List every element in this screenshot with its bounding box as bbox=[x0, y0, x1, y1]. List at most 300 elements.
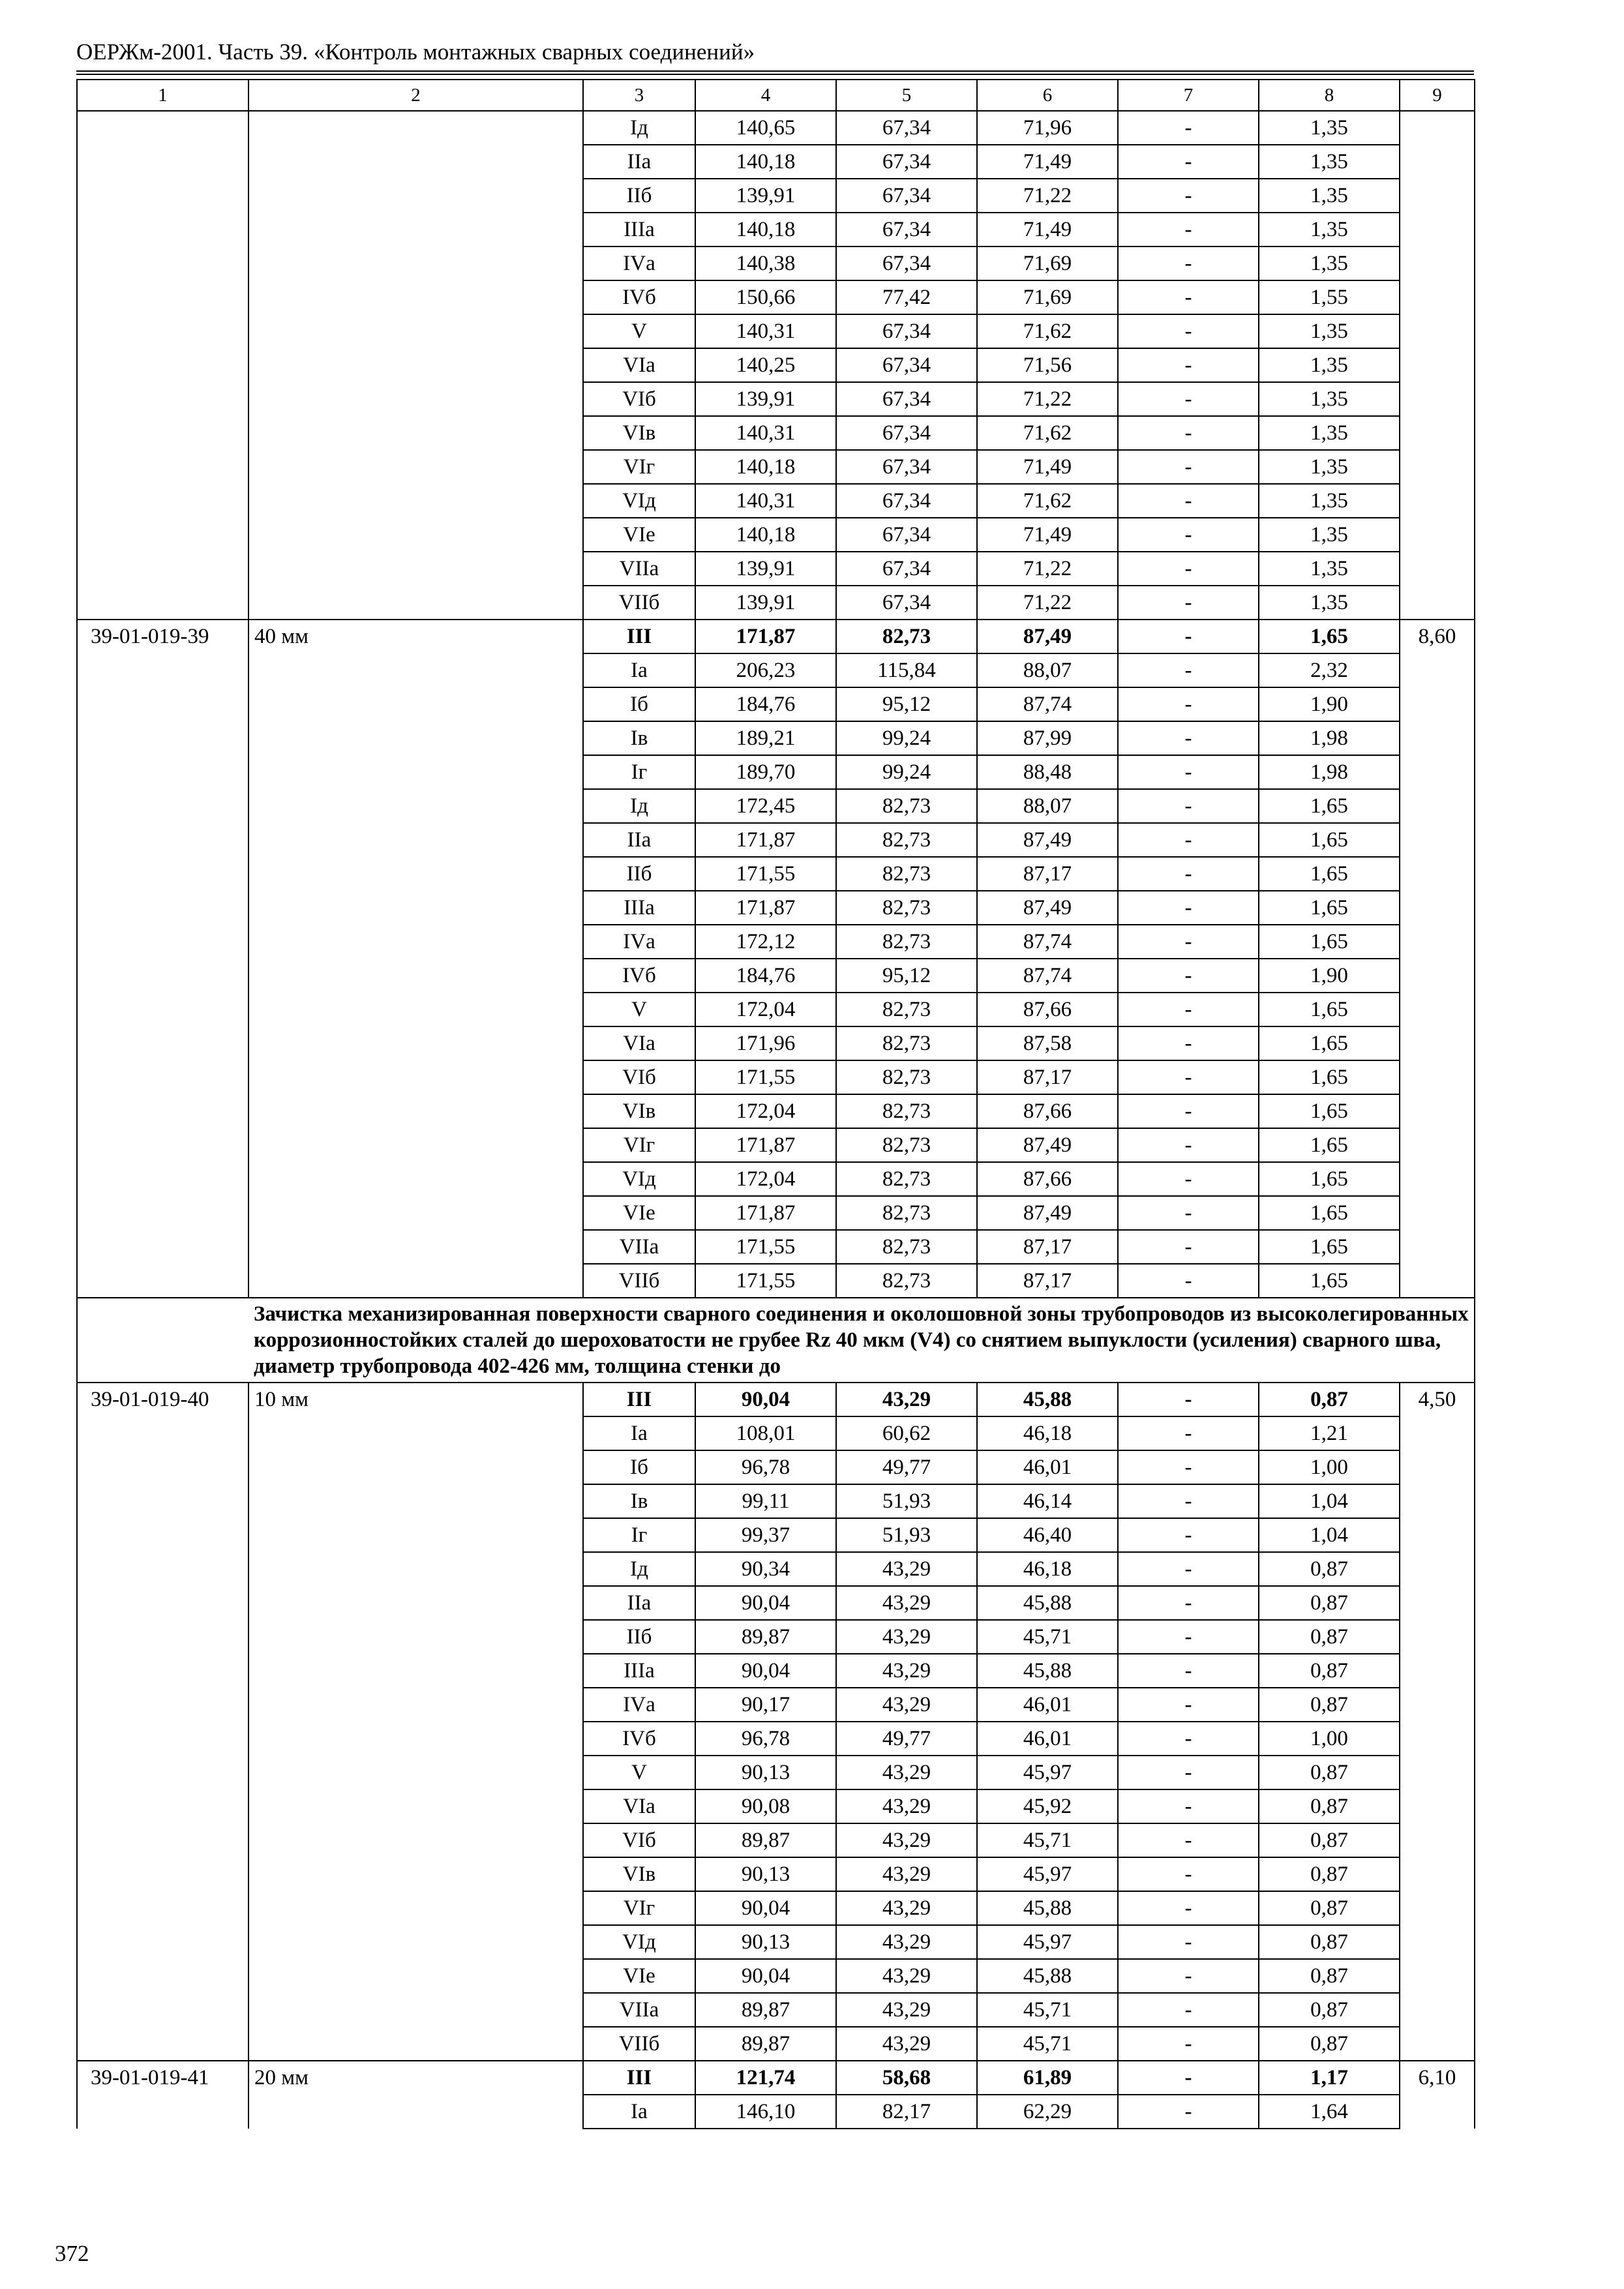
total-cost-cell: 140,18 bbox=[695, 450, 836, 484]
materials-cell: - bbox=[1118, 1060, 1259, 1094]
rate-code-cell bbox=[77, 857, 248, 891]
wall-thickness-cell bbox=[248, 280, 583, 314]
materials-cell: - bbox=[1118, 1128, 1259, 1162]
machine-cost-cell: 46,18 bbox=[977, 1416, 1118, 1450]
labor-cost-cell: 1,65 bbox=[1259, 1128, 1400, 1162]
wages-cell: 43,29 bbox=[836, 2027, 977, 2061]
wages-cell: 43,29 bbox=[836, 1789, 977, 1823]
table-row bbox=[77, 1857, 1475, 1891]
rate-code-cell bbox=[77, 993, 248, 1026]
rate-code-cell bbox=[77, 416, 248, 450]
materials-cell: - bbox=[1118, 450, 1259, 484]
wages-cell: 43,29 bbox=[836, 1383, 977, 1416]
machine-cost-cell: 46,01 bbox=[977, 1722, 1118, 1756]
labor-cost-cell: 0,87 bbox=[1259, 1688, 1400, 1722]
region-cell: VIа bbox=[583, 1026, 695, 1060]
labor-cost-cell: 1,65 bbox=[1259, 1196, 1400, 1230]
labor-hours-cell bbox=[1400, 857, 1475, 891]
rate-code-cell: 39-01-019-40 bbox=[77, 1383, 248, 1416]
labor-hours-cell bbox=[1400, 1518, 1475, 1552]
table-row bbox=[77, 1891, 1475, 1925]
table-row bbox=[77, 484, 1475, 518]
labor-cost-cell: 0,87 bbox=[1259, 1383, 1400, 1416]
labor-cost-cell: 1,65 bbox=[1259, 1026, 1400, 1060]
wall-thickness-cell bbox=[248, 1620, 583, 1654]
wages-cell: 43,29 bbox=[836, 1620, 977, 1654]
region-cell: Iд bbox=[583, 789, 695, 823]
table-row bbox=[77, 2061, 1475, 2095]
wall-thickness-cell bbox=[248, 348, 583, 382]
region-cell: Iв bbox=[583, 1484, 695, 1518]
total-cost-cell: 172,45 bbox=[695, 789, 836, 823]
wall-thickness-cell bbox=[248, 993, 583, 1026]
machine-cost-cell: 45,97 bbox=[977, 1925, 1118, 1959]
labor-hours-cell bbox=[1400, 2095, 1475, 2129]
section-blank-cell bbox=[77, 1298, 248, 1383]
wages-cell: 82,73 bbox=[836, 620, 977, 653]
total-cost-cell: 184,76 bbox=[695, 959, 836, 993]
labor-cost-cell: 1,04 bbox=[1259, 1518, 1400, 1552]
machine-cost-cell: 87,74 bbox=[977, 925, 1118, 959]
materials-cell: - bbox=[1118, 1857, 1259, 1891]
rate-code-cell bbox=[77, 586, 248, 620]
materials-cell: - bbox=[1118, 993, 1259, 1026]
table-row bbox=[77, 925, 1475, 959]
column-number: 1 bbox=[77, 80, 248, 111]
labor-hours-cell bbox=[1400, 1823, 1475, 1857]
table-row bbox=[77, 1552, 1475, 1586]
region-cell: VIе bbox=[583, 1959, 695, 1993]
total-cost-cell: 140,31 bbox=[695, 416, 836, 450]
wall-thickness-cell: 10 мм bbox=[248, 1383, 583, 1416]
table-row bbox=[77, 1993, 1475, 2027]
table-row bbox=[77, 348, 1475, 382]
wall-thickness-cell bbox=[248, 2027, 583, 2061]
machine-cost-cell: 87,66 bbox=[977, 1162, 1118, 1196]
table-row bbox=[77, 993, 1475, 1026]
materials-cell: - bbox=[1118, 721, 1259, 755]
region-cell: VIе bbox=[583, 518, 695, 552]
wall-thickness-cell bbox=[248, 2095, 583, 2129]
region-cell: III bbox=[583, 2061, 695, 2095]
materials-cell: - bbox=[1118, 925, 1259, 959]
materials-cell: - bbox=[1118, 1552, 1259, 1586]
total-cost-cell: 139,91 bbox=[695, 179, 836, 213]
total-cost-cell: 139,91 bbox=[695, 586, 836, 620]
rate-code-cell bbox=[77, 280, 248, 314]
table-row bbox=[77, 1722, 1475, 1756]
wall-thickness-cell bbox=[248, 1060, 583, 1094]
wages-cell: 82,73 bbox=[836, 891, 977, 925]
rate-code-cell bbox=[77, 1518, 248, 1552]
machine-cost-cell: 87,58 bbox=[977, 1026, 1118, 1060]
table-row bbox=[77, 179, 1475, 213]
materials-cell: - bbox=[1118, 1026, 1259, 1060]
labor-hours-cell bbox=[1400, 450, 1475, 484]
region-cell: VIе bbox=[583, 1196, 695, 1230]
region-cell: IVб bbox=[583, 280, 695, 314]
labor-cost-cell: 0,87 bbox=[1259, 1959, 1400, 1993]
table-row bbox=[77, 1094, 1475, 1128]
labor-hours-cell bbox=[1400, 1416, 1475, 1450]
labor-hours-cell bbox=[1400, 993, 1475, 1026]
rate-code-cell bbox=[77, 484, 248, 518]
machine-cost-cell: 45,92 bbox=[977, 1789, 1118, 1823]
materials-cell: - bbox=[1118, 959, 1259, 993]
materials-cell: - bbox=[1118, 1789, 1259, 1823]
table-row bbox=[77, 382, 1475, 416]
total-cost-cell: 171,96 bbox=[695, 1026, 836, 1060]
wall-thickness-cell bbox=[248, 1654, 583, 1688]
region-cell: IVа bbox=[583, 1688, 695, 1722]
region-cell: Iб bbox=[583, 1450, 695, 1484]
machine-cost-cell: 71,22 bbox=[977, 586, 1118, 620]
rate-code-cell bbox=[77, 348, 248, 382]
total-cost-cell: 139,91 bbox=[695, 552, 836, 586]
total-cost-cell: 90,34 bbox=[695, 1552, 836, 1586]
table-row bbox=[77, 1925, 1475, 1959]
wall-thickness-cell bbox=[248, 1094, 583, 1128]
wages-cell: 82,73 bbox=[836, 1162, 977, 1196]
labor-hours-cell bbox=[1400, 1925, 1475, 1959]
machine-cost-cell: 46,40 bbox=[977, 1518, 1118, 1552]
labor-cost-cell: 1,35 bbox=[1259, 450, 1400, 484]
labor-hours-cell bbox=[1400, 145, 1475, 179]
total-cost-cell: 121,74 bbox=[695, 2061, 836, 2095]
rate-code-cell bbox=[77, 1026, 248, 1060]
materials-cell: - bbox=[1118, 314, 1259, 348]
wall-thickness-cell bbox=[248, 1162, 583, 1196]
labor-cost-cell: 1,00 bbox=[1259, 1722, 1400, 1756]
machine-cost-cell: 45,71 bbox=[977, 1620, 1118, 1654]
total-cost-cell: 140,18 bbox=[695, 518, 836, 552]
machine-cost-cell: 87,17 bbox=[977, 1264, 1118, 1298]
labor-cost-cell: 1,65 bbox=[1259, 1162, 1400, 1196]
labor-hours-cell bbox=[1400, 1450, 1475, 1484]
column-number: 8 bbox=[1259, 80, 1400, 111]
rate-code-cell bbox=[77, 1823, 248, 1857]
labor-cost-cell: 1,65 bbox=[1259, 857, 1400, 891]
wall-thickness-cell bbox=[248, 1925, 583, 1959]
section-heading: Зачистка механизированная поверхности сварного соединения и околошовной зоны трубопроводов из высоколегированных коррозионностойких сталей до шероховатости не грубее Rz 40 мкм (V4) со снятием выпуклости (усиления) сварного шва, диаметр трубопровода 402-426 мм, толщина стенки до bbox=[248, 1298, 1475, 1383]
labor-hours-cell bbox=[1400, 416, 1475, 450]
region-cell: Iг bbox=[583, 1518, 695, 1552]
labor-hours-cell bbox=[1400, 179, 1475, 213]
materials-cell: - bbox=[1118, 586, 1259, 620]
labor-cost-cell: 0,87 bbox=[1259, 1789, 1400, 1823]
labor-cost-cell: 0,87 bbox=[1259, 1586, 1400, 1620]
region-cell: Iд bbox=[583, 111, 695, 145]
rate-code-cell bbox=[77, 1959, 248, 1993]
labor-cost-cell: 1,21 bbox=[1259, 1416, 1400, 1450]
machine-cost-cell: 87,49 bbox=[977, 1128, 1118, 1162]
total-cost-cell: 96,78 bbox=[695, 1722, 836, 1756]
rate-code-cell bbox=[77, 1654, 248, 1688]
rate-code-cell bbox=[77, 1230, 248, 1264]
labor-hours-cell bbox=[1400, 111, 1475, 145]
wall-thickness-cell bbox=[248, 1789, 583, 1823]
wall-thickness-cell bbox=[248, 687, 583, 721]
total-cost-cell: 140,18 bbox=[695, 213, 836, 247]
machine-cost-cell: 87,49 bbox=[977, 620, 1118, 653]
column-number: 6 bbox=[977, 80, 1118, 111]
labor-hours-cell bbox=[1400, 484, 1475, 518]
labor-cost-cell: 2,32 bbox=[1259, 653, 1400, 687]
labor-cost-cell: 0,87 bbox=[1259, 1857, 1400, 1891]
labor-cost-cell: 1,35 bbox=[1259, 552, 1400, 586]
header-rule bbox=[76, 70, 1474, 72]
rate-code-cell bbox=[77, 1891, 248, 1925]
labor-cost-cell: 1,00 bbox=[1259, 1450, 1400, 1484]
materials-cell: - bbox=[1118, 823, 1259, 857]
materials-cell: - bbox=[1118, 857, 1259, 891]
machine-cost-cell: 46,18 bbox=[977, 1552, 1118, 1586]
total-cost-cell: 90,04 bbox=[695, 1586, 836, 1620]
materials-cell: - bbox=[1118, 620, 1259, 653]
wages-cell: 67,34 bbox=[836, 213, 977, 247]
region-cell: Iд bbox=[583, 1552, 695, 1586]
total-cost-cell: 172,04 bbox=[695, 1094, 836, 1128]
wall-thickness-cell bbox=[248, 450, 583, 484]
materials-cell: - bbox=[1118, 1416, 1259, 1450]
rate-code-cell bbox=[77, 179, 248, 213]
wall-thickness-cell bbox=[248, 1688, 583, 1722]
machine-cost-cell: 71,96 bbox=[977, 111, 1118, 145]
rate-code-cell: 39-01-019-39 bbox=[77, 620, 248, 653]
labor-hours-cell bbox=[1400, 1722, 1475, 1756]
wall-thickness-cell bbox=[248, 1993, 583, 2027]
column-number: 7 bbox=[1118, 80, 1259, 111]
labor-cost-cell: 1,65 bbox=[1259, 1060, 1400, 1094]
table-row bbox=[77, 1654, 1475, 1688]
table-row bbox=[77, 1756, 1475, 1789]
table-row bbox=[77, 1060, 1475, 1094]
machine-cost-cell: 88,07 bbox=[977, 653, 1118, 687]
materials-cell: - bbox=[1118, 1450, 1259, 1484]
labor-cost-cell: 1,65 bbox=[1259, 620, 1400, 653]
labor-hours-cell bbox=[1400, 1162, 1475, 1196]
machine-cost-cell: 71,22 bbox=[977, 179, 1118, 213]
labor-cost-cell: 0,87 bbox=[1259, 1620, 1400, 1654]
region-cell: IIа bbox=[583, 823, 695, 857]
machine-cost-cell: 45,97 bbox=[977, 1756, 1118, 1789]
wall-thickness-cell bbox=[248, 1450, 583, 1484]
rate-code-cell bbox=[77, 1925, 248, 1959]
total-cost-cell: 172,04 bbox=[695, 1162, 836, 1196]
materials-cell: - bbox=[1118, 1196, 1259, 1230]
labor-hours-cell: 8,60 bbox=[1400, 620, 1475, 653]
materials-cell: - bbox=[1118, 687, 1259, 721]
labor-hours-cell bbox=[1400, 1756, 1475, 1789]
wall-thickness-cell: 40 мм bbox=[248, 620, 583, 653]
total-cost-cell: 171,87 bbox=[695, 1196, 836, 1230]
machine-cost-cell: 87,74 bbox=[977, 687, 1118, 721]
total-cost-cell: 171,55 bbox=[695, 1060, 836, 1094]
total-cost-cell: 140,38 bbox=[695, 247, 836, 280]
labor-hours-cell bbox=[1400, 959, 1475, 993]
labor-cost-cell: 1,65 bbox=[1259, 1230, 1400, 1264]
total-cost-cell: 89,87 bbox=[695, 2027, 836, 2061]
table-row bbox=[77, 145, 1475, 179]
region-cell: Iб bbox=[583, 687, 695, 721]
materials-cell: - bbox=[1118, 1620, 1259, 1654]
column-number: 4 bbox=[695, 80, 836, 111]
wages-cell: 43,29 bbox=[836, 1857, 977, 1891]
labor-hours-cell bbox=[1400, 1264, 1475, 1298]
wages-cell: 43,29 bbox=[836, 1993, 977, 2027]
region-cell: VIа bbox=[583, 348, 695, 382]
wall-thickness-cell bbox=[248, 247, 583, 280]
wall-thickness-cell bbox=[248, 586, 583, 620]
wages-cell: 67,34 bbox=[836, 111, 977, 145]
table-row bbox=[77, 1383, 1475, 1416]
labor-cost-cell: 0,87 bbox=[1259, 1925, 1400, 1959]
materials-cell: - bbox=[1118, 382, 1259, 416]
labor-hours-cell bbox=[1400, 1484, 1475, 1518]
table-row bbox=[77, 111, 1475, 145]
column-number-row bbox=[77, 80, 1475, 111]
total-cost-cell: 89,87 bbox=[695, 1620, 836, 1654]
region-cell: V bbox=[583, 314, 695, 348]
total-cost-cell: 89,87 bbox=[695, 1823, 836, 1857]
labor-cost-cell: 1,35 bbox=[1259, 416, 1400, 450]
table-row bbox=[77, 552, 1475, 586]
materials-cell: - bbox=[1118, 1586, 1259, 1620]
total-cost-cell: 90,04 bbox=[695, 1654, 836, 1688]
rate-code-cell bbox=[77, 1416, 248, 1450]
column-number: 2 bbox=[248, 80, 583, 111]
rate-code-cell bbox=[77, 1993, 248, 2027]
table-row bbox=[77, 1162, 1475, 1196]
total-cost-cell: 140,25 bbox=[695, 348, 836, 382]
table-row bbox=[77, 213, 1475, 247]
labor-cost-cell: 1,35 bbox=[1259, 213, 1400, 247]
rate-code-cell bbox=[77, 823, 248, 857]
labor-hours-cell bbox=[1400, 1993, 1475, 2027]
labor-cost-cell: 0,87 bbox=[1259, 1654, 1400, 1688]
region-cell: IIа bbox=[583, 1586, 695, 1620]
labor-cost-cell: 1,35 bbox=[1259, 314, 1400, 348]
materials-cell: - bbox=[1118, 1484, 1259, 1518]
region-cell: VIв bbox=[583, 1094, 695, 1128]
machine-cost-cell: 87,74 bbox=[977, 959, 1118, 993]
total-cost-cell: 171,87 bbox=[695, 1128, 836, 1162]
wall-thickness-cell bbox=[248, 213, 583, 247]
materials-cell: - bbox=[1118, 789, 1259, 823]
labor-hours-cell bbox=[1400, 1196, 1475, 1230]
wages-cell: 60,62 bbox=[836, 1416, 977, 1450]
materials-cell: - bbox=[1118, 2061, 1259, 2095]
machine-cost-cell: 87,49 bbox=[977, 891, 1118, 925]
column-number: 3 bbox=[583, 80, 695, 111]
section-heading-row bbox=[77, 1298, 1475, 1383]
machine-cost-cell: 87,66 bbox=[977, 993, 1118, 1026]
rate-code-cell bbox=[77, 959, 248, 993]
wall-thickness-cell bbox=[248, 416, 583, 450]
region-cell: VIг bbox=[583, 1128, 695, 1162]
table-row bbox=[77, 280, 1475, 314]
total-cost-cell: 90,08 bbox=[695, 1789, 836, 1823]
rate-code-cell bbox=[77, 450, 248, 484]
materials-cell: - bbox=[1118, 552, 1259, 586]
wall-thickness-cell: 20 мм bbox=[248, 2061, 583, 2095]
wages-cell: 67,34 bbox=[836, 145, 977, 179]
wall-thickness-cell bbox=[248, 755, 583, 789]
machine-cost-cell: 87,49 bbox=[977, 823, 1118, 857]
machine-cost-cell: 45,88 bbox=[977, 1654, 1118, 1688]
labor-cost-cell: 1,64 bbox=[1259, 2095, 1400, 2129]
machine-cost-cell: 88,07 bbox=[977, 789, 1118, 823]
wages-cell: 82,73 bbox=[836, 789, 977, 823]
wall-thickness-cell bbox=[248, 1891, 583, 1925]
machine-cost-cell: 61,89 bbox=[977, 2061, 1118, 2095]
machine-cost-cell: 71,49 bbox=[977, 450, 1118, 484]
region-cell: VIб bbox=[583, 1823, 695, 1857]
labor-hours-cell bbox=[1400, 586, 1475, 620]
labor-hours-cell bbox=[1400, 891, 1475, 925]
table-row bbox=[77, 1196, 1475, 1230]
wall-thickness-cell bbox=[248, 111, 583, 145]
labor-cost-cell: 0,87 bbox=[1259, 1552, 1400, 1586]
wages-cell: 82,73 bbox=[836, 1264, 977, 1298]
rate-code-cell bbox=[77, 213, 248, 247]
region-cell: VIг bbox=[583, 450, 695, 484]
table-row bbox=[77, 857, 1475, 891]
labor-hours-cell bbox=[1400, 1230, 1475, 1264]
region-cell: VIв bbox=[583, 1857, 695, 1891]
rate-code-cell bbox=[77, 2027, 248, 2061]
table-row bbox=[77, 1264, 1475, 1298]
wages-cell: 67,34 bbox=[836, 416, 977, 450]
rate-code-cell bbox=[77, 552, 248, 586]
labor-cost-cell: 1,17 bbox=[1259, 2061, 1400, 2095]
total-cost-cell: 108,01 bbox=[695, 1416, 836, 1450]
labor-hours-cell bbox=[1400, 213, 1475, 247]
region-cell: V bbox=[583, 993, 695, 1026]
machine-cost-cell: 87,49 bbox=[977, 1196, 1118, 1230]
machine-cost-cell: 87,99 bbox=[977, 721, 1118, 755]
total-cost-cell: 90,13 bbox=[695, 1925, 836, 1959]
wages-cell: 82,17 bbox=[836, 2095, 977, 2129]
labor-hours-cell bbox=[1400, 1959, 1475, 1993]
materials-cell: - bbox=[1118, 1722, 1259, 1756]
table-row bbox=[77, 721, 1475, 755]
wall-thickness-cell bbox=[248, 1196, 583, 1230]
total-cost-cell: 140,65 bbox=[695, 111, 836, 145]
materials-cell: - bbox=[1118, 1993, 1259, 2027]
materials-cell: - bbox=[1118, 348, 1259, 382]
labor-cost-cell: 1,55 bbox=[1259, 280, 1400, 314]
region-cell: IIб bbox=[583, 857, 695, 891]
rate-code-cell bbox=[77, 1620, 248, 1654]
labor-hours-cell bbox=[1400, 1891, 1475, 1925]
materials-cell: - bbox=[1118, 1094, 1259, 1128]
rate-code-cell bbox=[77, 1688, 248, 1722]
labor-hours-cell bbox=[1400, 789, 1475, 823]
table-row bbox=[77, 1586, 1475, 1620]
labor-hours-cell bbox=[1400, 653, 1475, 687]
materials-cell: - bbox=[1118, 755, 1259, 789]
region-cell: VIа bbox=[583, 1789, 695, 1823]
materials-cell: - bbox=[1118, 1162, 1259, 1196]
rate-code-cell bbox=[77, 1060, 248, 1094]
materials-cell: - bbox=[1118, 416, 1259, 450]
wages-cell: 43,29 bbox=[836, 1688, 977, 1722]
wages-cell: 58,68 bbox=[836, 2061, 977, 2095]
table-row bbox=[77, 1416, 1475, 1450]
wages-cell: 51,93 bbox=[836, 1484, 977, 1518]
total-cost-cell: 90,13 bbox=[695, 1857, 836, 1891]
